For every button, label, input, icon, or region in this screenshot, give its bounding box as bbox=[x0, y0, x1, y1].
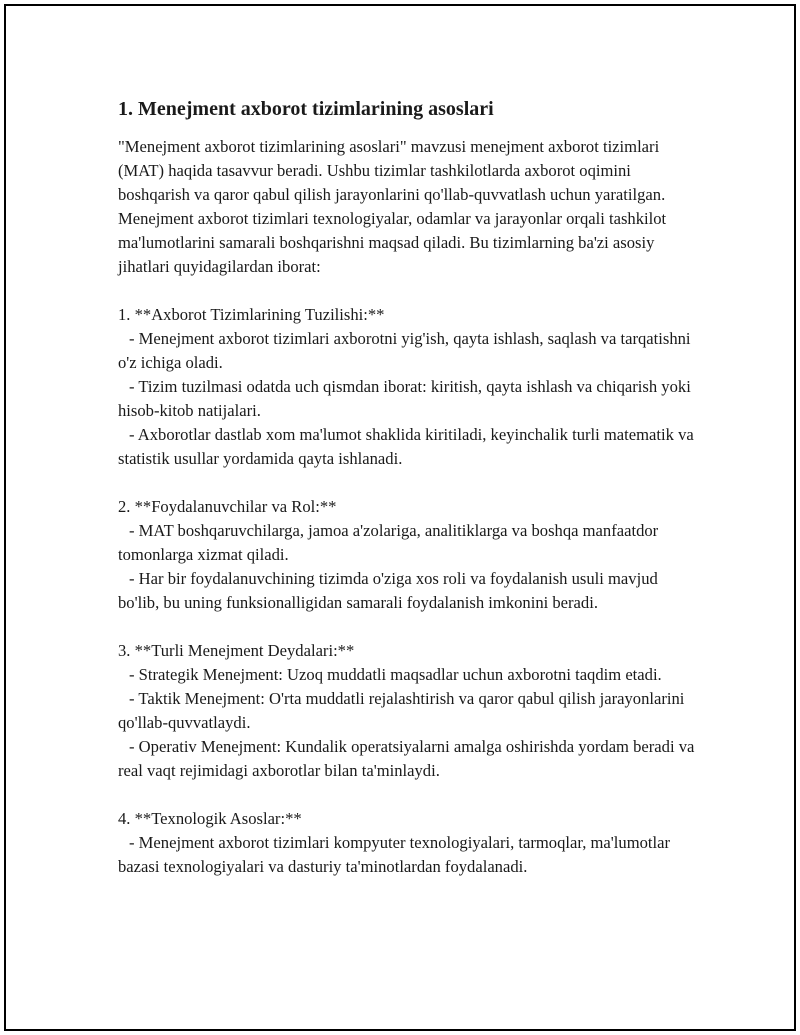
section-item: - Operativ Menejment: Kundalik operatsiyalarni amalga oshirishda yordam beradi va real vaqt rejimidagi axborotlar bilan ta'minlaydi. bbox=[118, 737, 695, 780]
section-item: - Tizim tuzilmasi odatda uch qismdan iborat: kiritish, qayta ishlash va chiqarish yoki hisob-kitob natijalari. bbox=[118, 377, 691, 420]
section-item: - Axborotlar dastlab xom ma'lumot shaklida kiritiladi, keyinchalik turli matematik va statistik usullar yordamida qayta ishlanadi. bbox=[118, 425, 694, 468]
document-content bbox=[118, 94, 698, 879]
section-heading: 3. **Turli Menejment Deydalari:** bbox=[118, 641, 355, 660]
section-4 bbox=[118, 807, 698, 879]
intro-paragraph: "Menejment axborot tizimlarining asoslari" mavzusi menejment axborot tizimlari (MAT) haqida tasavvur beradi. Ushbu tizimlar tashkilotlarda axborot oqimini boshqarish va qaror qabul qilish jarayonlarini qo'llab-quvvatlash uchun yaratilgan. Menejment axborot tizimlari texnologiyalar, odamlar va jarayonlar orqali tashkilot ma'lumotlarini samarali boshqarishni maqsad qiladi. Bu tizimlarning ba'zi asosiy jihatlari quyidagilardan iborat: bbox=[118, 137, 667, 276]
section-item: - Har bir foydalanuvchining tizimda o'ziga xos roli va foydalanish usuli mavjud bo'lib, bu uning funksionalligidan samarali foydalanish imkonini beradi. bbox=[118, 569, 658, 612]
section-3 bbox=[118, 639, 698, 783]
section-2 bbox=[118, 495, 698, 615]
document-page bbox=[4, 4, 796, 1031]
section-heading: 2. **Foydalanuvchilar va Rol:** bbox=[118, 497, 337, 516]
section-item: - Strategik Menejment: Uzoq muddatli maqsadlar uchun axborotni taqdim etadi. bbox=[129, 665, 662, 684]
section-heading: 4. **Texnologik Asoslar:** bbox=[118, 809, 302, 828]
section-item: - MAT boshqaruvchilarga, jamoa a'zolariga, analitiklarga va boshqa manfaatdor tomonlarga xizmat qiladi. bbox=[118, 521, 659, 564]
section-item: - Menejment axborot tizimlari kompyuter texnologiyalari, tarmoqlar, ma'lumotlar bazasi texnologiyalari va dasturiy ta'minotlardan foydalanadi. bbox=[118, 833, 671, 876]
section-item: - Menejment axborot tizimlari axborotni yig'ish, qayta ishlash, saqlash va tarqatishni o'z ichiga oladi. bbox=[118, 329, 691, 372]
document-title: 1. Menejment axborot tizimlarining asoslari bbox=[118, 98, 494, 120]
section-1 bbox=[118, 303, 698, 471]
section-heading: 1. **Axborot Tizimlarining Tuzilishi:** bbox=[118, 305, 385, 324]
section-item: - Taktik Menejment: O'rta muddatli rejalashtirish va qaror qabul qilish jarayonlarini qo'llab-quvvatlaydi. bbox=[118, 689, 685, 732]
